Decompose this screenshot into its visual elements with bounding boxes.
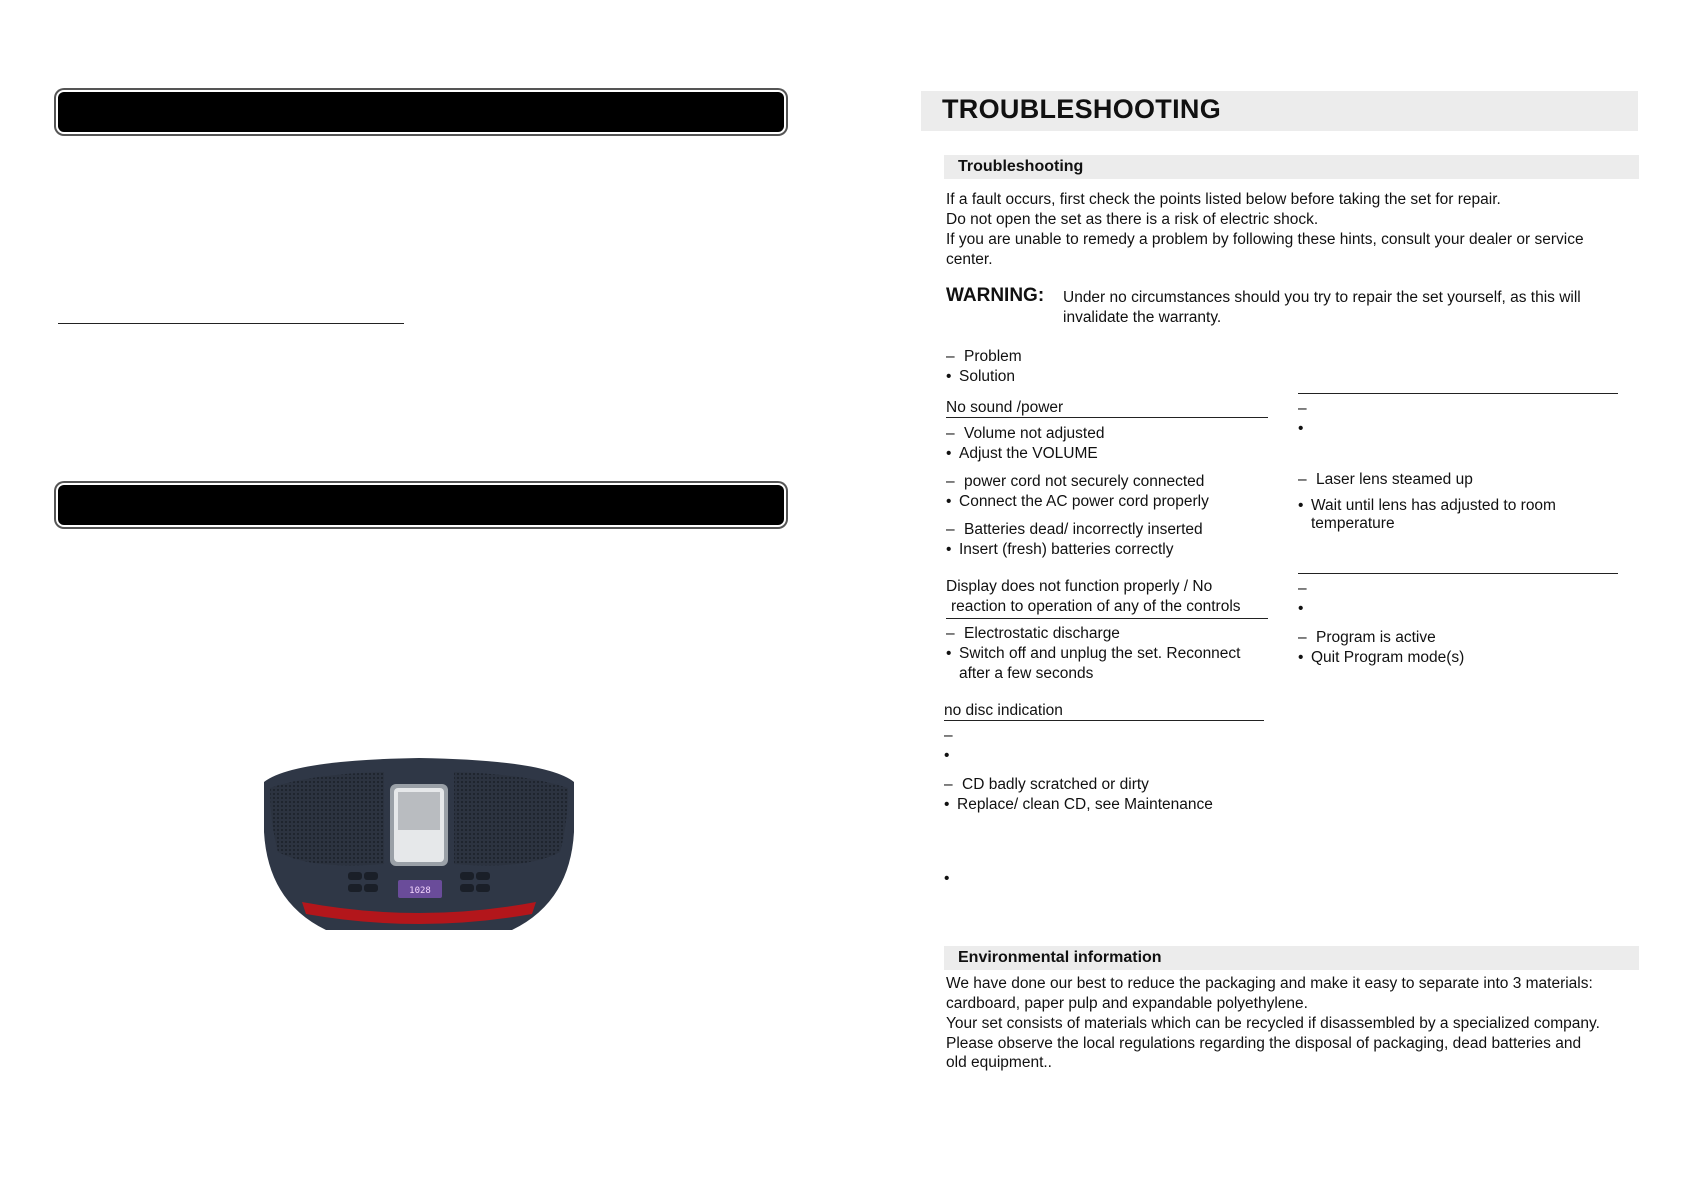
solution-continuation: temperature bbox=[1311, 515, 1395, 532]
solution-item bbox=[946, 644, 1240, 664]
heading-display-1: Display does not function properly / No bbox=[946, 578, 1213, 595]
dash-marker: – bbox=[946, 625, 955, 642]
dash-marker: – bbox=[946, 425, 955, 442]
warning-line-2: invalidate the warranty. bbox=[1063, 309, 1222, 326]
header-bar-top bbox=[58, 92, 784, 132]
solution-text: Quit Program mode(s) bbox=[1311, 649, 1465, 666]
problem-text: Electrostatic discharge bbox=[964, 625, 1120, 642]
empty-solution-marker: • bbox=[1298, 420, 1304, 437]
divider-line bbox=[58, 323, 404, 324]
empty-problem-marker: – bbox=[1298, 400, 1307, 417]
heading-no-disc: no disc indication bbox=[944, 702, 1063, 719]
warning-label: WARNING: bbox=[946, 285, 1045, 306]
empty-solution-marker: • bbox=[1298, 600, 1304, 617]
section-title-troubleshooting: Troubleshooting bbox=[958, 158, 1084, 175]
warning-line-1: Under no circumstances should you try to repair the set yourself, as this will bbox=[1063, 289, 1581, 306]
problem-item bbox=[946, 424, 1104, 444]
bullet-marker: • bbox=[1298, 497, 1304, 514]
intro-line-3: If you are unable to remedy a problem by following these hints, consult your dealer or service bbox=[946, 231, 1584, 248]
legend-problem bbox=[946, 347, 1022, 367]
environment-line-4: Please observe the local regulations regarding the disposal of packaging, dead batteries and bbox=[946, 1035, 1582, 1052]
solution-item bbox=[1298, 496, 1556, 516]
solution-text: Wait until lens has adjusted to room bbox=[1311, 497, 1556, 514]
environment-line-1: We have done our best to reduce the packaging and make it easy to separate into 3 materials: bbox=[946, 975, 1593, 992]
solution-item bbox=[946, 444, 1098, 464]
heading-display-2: reaction to operation of any of the controls bbox=[951, 598, 1241, 615]
problem-text: power cord not securely connected bbox=[964, 473, 1205, 490]
solution-item bbox=[946, 540, 1173, 560]
dash-marker: – bbox=[1298, 629, 1307, 646]
solution-item bbox=[946, 492, 1209, 512]
problem-item bbox=[1298, 470, 1473, 490]
page-title: TROUBLESHOOTING bbox=[942, 94, 1221, 124]
empty-solution-marker: • bbox=[944, 870, 950, 887]
legend-problem-text: Problem bbox=[964, 348, 1022, 365]
problem-item bbox=[1298, 628, 1436, 648]
heading-underline bbox=[944, 720, 1264, 721]
empty-problem-marker: – bbox=[944, 727, 953, 744]
problem-text: Laser lens steamed up bbox=[1316, 471, 1473, 488]
solution-item bbox=[1298, 648, 1464, 668]
dash-marker: – bbox=[946, 521, 955, 538]
bullet-marker: • bbox=[946, 645, 952, 662]
section-title-environment: Environmental information bbox=[958, 949, 1162, 966]
solution-text: Connect the AC power cord properly bbox=[959, 493, 1209, 510]
problem-item bbox=[946, 472, 1204, 492]
problem-item bbox=[946, 624, 1120, 644]
problem-text: Program is active bbox=[1316, 629, 1436, 646]
problem-text: Batteries dead/ incorrectly inserted bbox=[964, 521, 1203, 538]
empty-problem-marker: – bbox=[1298, 580, 1307, 597]
heading-underline bbox=[946, 417, 1268, 418]
problem-item bbox=[944, 775, 1149, 795]
dash-marker: – bbox=[946, 348, 955, 365]
heading-underline bbox=[946, 618, 1268, 619]
problem-text: Volume not adjusted bbox=[964, 425, 1105, 442]
empty-solution-marker: • bbox=[944, 747, 950, 764]
header-bar-middle bbox=[58, 485, 784, 525]
bullet-marker: • bbox=[946, 368, 952, 385]
legend-solution bbox=[946, 367, 1015, 387]
bullet-marker: • bbox=[944, 796, 950, 813]
legend-solution-text: Solution bbox=[959, 368, 1016, 385]
dash-marker: – bbox=[1298, 471, 1307, 488]
solution-text: Replace/ clean CD, see Maintenance bbox=[957, 796, 1213, 813]
solution-text: Insert (fresh) batteries correctly bbox=[959, 541, 1174, 558]
bullet-marker: • bbox=[946, 493, 952, 510]
bullet-marker: • bbox=[1298, 649, 1304, 666]
heading-underline bbox=[1298, 573, 1618, 574]
boombox-image bbox=[252, 752, 586, 938]
solution-item bbox=[944, 795, 1213, 815]
intro-line-4: center. bbox=[946, 251, 993, 268]
bullet-marker: • bbox=[946, 445, 952, 462]
problem-text: CD badly scratched or dirty bbox=[962, 776, 1149, 793]
heading-underline bbox=[1298, 393, 1618, 394]
intro-line-1: If a fault occurs, first check the points listed below before taking the set for repair. bbox=[946, 191, 1501, 208]
boombox-display-readout: 1028 bbox=[409, 886, 431, 896]
dash-marker: – bbox=[944, 776, 953, 793]
intro-line-2: Do not open the set as there is a risk of electric shock. bbox=[946, 211, 1319, 228]
problem-item bbox=[946, 520, 1203, 540]
solution-text: Switch off and unplug the set. Reconnect bbox=[959, 645, 1241, 662]
environment-line-2: cardboard, paper pulp and expandable polyethylene. bbox=[946, 995, 1308, 1012]
environment-line-5: old equipment.. bbox=[946, 1054, 1052, 1071]
solution-continuation: after a few seconds bbox=[959, 665, 1094, 682]
bullet-marker: • bbox=[946, 541, 952, 558]
environment-line-3: Your set consists of materials which can be recycled if disassembled by a specialized company. bbox=[946, 1015, 1600, 1032]
solution-text: Adjust the VOLUME bbox=[959, 445, 1098, 462]
heading-no-sound: No sound /power bbox=[946, 399, 1064, 416]
dash-marker: – bbox=[946, 473, 955, 490]
